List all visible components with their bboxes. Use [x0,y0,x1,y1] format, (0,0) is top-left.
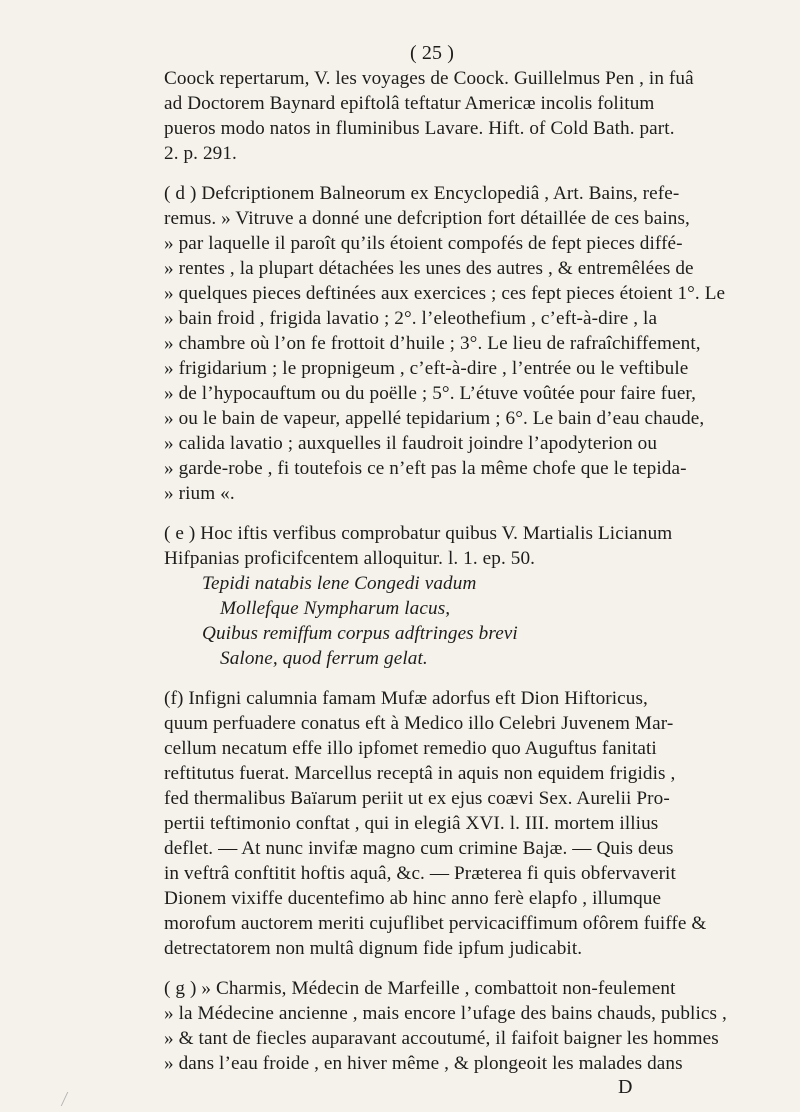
text-line: quum perfuadere conatus eft à Medico illo Celebri Juvenem Mar- [164,713,674,734]
text-line: Coock repertarum, V. les voyages de Coock. Guillelmus Pen , in fuâ [164,68,694,89]
footnotes-text [164,42,727,1076]
text-line: » rium «. [164,483,235,504]
text-line: detrectatorem non multâ dignum fide ipfum judicabit. [164,938,583,959]
text-line: » dans l’eau froide , en hiver même , & plongeoit les malades dans [164,1053,683,1074]
text-line: » chambre où l’on fe frottoit d’huile ; 3°. Le lieu de rafraîchiffement, [164,333,701,354]
text-line: Tepidi natabis lene Congedi vadum [202,573,477,594]
text-line: (f) Infigni calumnia famam Mufæ adorfus eft Dion Hiftoricus, [164,688,648,709]
paragraph-gap [164,166,674,181]
text-line: Salone, quod ferrum gelat. [220,648,428,669]
text-line: remus. » Vitruve a donné une defcription fort détaillée de ces bains, [164,208,690,229]
text-line: » quelques pieces deftinées aux exercices ; ces fept pieces étoient 1°. Le [164,283,726,304]
text-lines [164,66,727,1076]
page-corner-mark [61,1092,81,1106]
text-line: ( e ) Hoc iftis verfibus comprobatur quibus V. Martialis Licianum [164,523,673,544]
text-line: » bain froid , frigida lavatio ; 2°. l’eleothefium , c’eft-à-dire , la [164,308,658,329]
text-line: Mollefque Nympharum lacus, [220,598,451,619]
text-line: in veftrâ conftitit hoftis aquâ, &c. — Præterea fi quis obfervaverit [164,863,676,884]
text-line: 2. p. 291. [164,143,237,164]
text-line: ( g ) » Charmis, Médecin de Marfeille , combattoit non-feulement [164,978,676,999]
text-line: ad Doctorem Baynard epiftolâ teftatur Americæ incolis folitum [164,93,655,114]
text-line: pueros modo natos in fluminibus Lavare. Hift. of Cold Bath. part. [164,118,675,139]
text-line: pertii teftimonio conftat , qui in elegiâ XVI. l. III. mortem illius [164,813,659,834]
paragraph-gap [164,961,674,976]
text-line: deflet. — At nunc invifæ magno cum crimine Bajæ. — Quis deus [164,838,674,859]
text-line: » ou le bain de vapeur, appellé tepidarium ; 6°. Le bain d’eau chaude, [164,408,705,429]
text-line: » frigidarium ; le propnigeum , c’eft-à-dire , l’entrée ou le veftibule [164,358,689,379]
text-line: » calida lavatio ; auxquelles il faudroit joindre l’apodyterion ou [164,433,658,454]
page-number: ( 25 ) [410,42,454,64]
text-line: » la Médecine ancienne , mais encore l’ufage des bains chauds, publics , [164,1003,727,1024]
paragraph-gap [164,671,674,686]
text-line: fed thermalibus Baïarum periit ut ex ejus coævi Sex. Aurelii Pro- [164,788,670,809]
text-line: Dionem vixiffe ducentefimo ab hinc anno ferè elapfo , illumque [164,888,662,909]
text-line: reftitutus fuerat. Marcellus receptâ in aquis non equidem frigidis , [164,763,676,784]
text-line: » rentes , la plupart détachées les unes des autres , & entremêlées de [164,258,694,279]
text-line: » & tant de fiecles auparavant accoutumé, il faifoit baigner les hommes [164,1028,719,1049]
text-line: morofum auctorem meriti cujuflibet pervicaciffimum ofôrem fuiffe & [164,913,707,934]
text-line: » par laquelle il paroît qu’ils étoient compofés de fept pieces diffé- [164,233,683,254]
catchword: D [618,1076,633,1098]
text-line: » de l’hypocauftum ou du poëlle ; 5°. L’étuve voûtée pour faire fuer, [164,383,697,404]
text-line: ( d ) Defcriptionem Balneorum ex Encyclopediâ , Art. Bains, refe- [164,183,680,204]
text-line: cellum necatum effe illo ipfomet remedio quo Auguftus fanitati [164,738,657,759]
paragraph-gap [164,506,674,521]
text-line: Hifpanias proficifcentem alloquitur. l. 1. ep. 50. [164,548,536,569]
text-line: Quibus remiffum corpus adftringes brevi [202,623,518,644]
text-line: » garde-robe , fi toutefois ce n’eft pas la même chofe que le tepida- [164,458,687,479]
